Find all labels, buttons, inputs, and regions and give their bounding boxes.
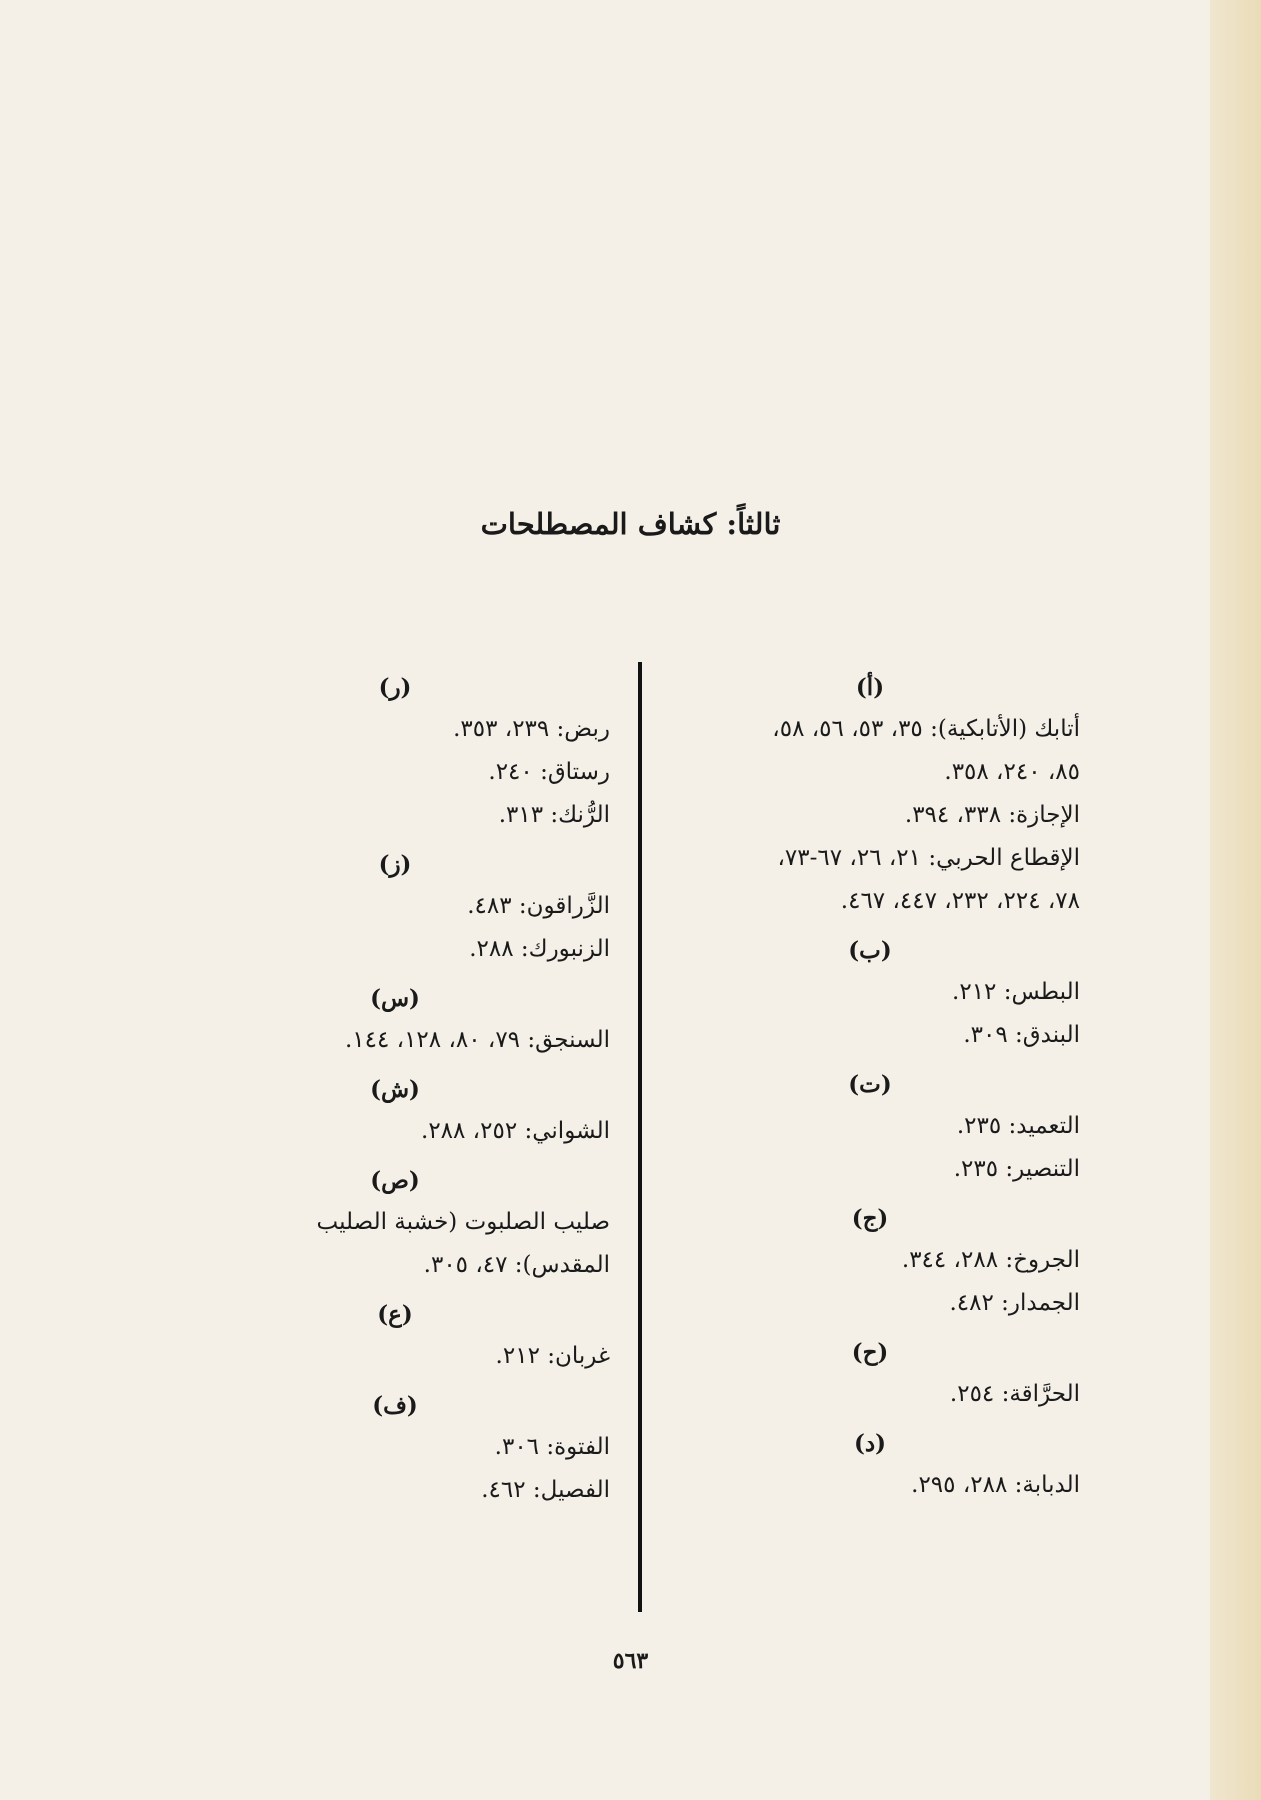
index-entry: الفتوة: ٣٠٦. <box>494 1434 610 1460</box>
section-letter-sin: (س) <box>370 985 420 1012</box>
column-divider <box>638 662 642 1612</box>
index-entry: الفصيل: ٤٦٢. <box>481 1477 610 1503</box>
index-entry: الشواني: ٢٥٢، ٢٨٨. <box>421 1118 610 1144</box>
page-number: ٥٦٣ <box>612 1648 649 1674</box>
section-letter-sad: (ص) <box>370 1167 420 1194</box>
index-entry: الإجازة: ٣٣٨، ٣٩٤. <box>904 802 1080 828</box>
section-letter-ayn: (ع) <box>377 1301 413 1328</box>
section-letter-shin: (ش) <box>370 1076 420 1103</box>
section-letter-zay: (ز) <box>378 851 412 878</box>
section-letter-ba: (ب) <box>848 937 892 964</box>
index-entry: التعميد: ٢٣٥. <box>956 1113 1080 1139</box>
section-letter-ha: (ح) <box>851 1339 889 1366</box>
index-column-right <box>660 660 1080 1507</box>
index-entry: ٧٨، ٢٢٤، ٢٣٢، ٤٤٧، ٤٦٧. <box>840 888 1080 914</box>
index-entry: الجروخ: ٢٨٨، ٣٤٤. <box>901 1247 1080 1273</box>
index-entry: صليب الصلبوت (خشبة الصليب <box>316 1209 610 1235</box>
index-entry: البندق: ٣٠٩. <box>963 1022 1080 1048</box>
section-letter-fa: (ف) <box>372 1392 418 1419</box>
index-entry: الحرَّاقة: ٢٥٤. <box>949 1381 1080 1407</box>
index-entry: ٨٥، ٢٤٠، ٣٥٨. <box>944 759 1080 785</box>
section-letter-ra: (ر) <box>378 674 412 701</box>
index-entry: البطس: ٢١٢. <box>952 979 1080 1005</box>
index-entry: التنصير: ٢٣٥. <box>953 1156 1080 1182</box>
index-entry: الزَّراقون: ٤٨٣. <box>467 893 610 919</box>
index-entry: الدبابة: ٢٨٨، ٢٩٥. <box>911 1472 1080 1498</box>
page-title: ثالثاً: كشاف المصطلحات <box>480 507 781 541</box>
index-entry: أتابك (الأتابكية): ٣٥، ٥٣، ٥٦، ٥٨، <box>772 716 1080 742</box>
section-letter-dal: (د) <box>853 1430 886 1457</box>
index-entry: غربان: ٢١٢. <box>495 1343 610 1369</box>
index-entry: الإقطاع الحربي: ٢١، ٢٦، ٦٧-٧٣، <box>777 845 1080 871</box>
section-letter-alef: (أ) <box>855 674 885 701</box>
index-entry: الجمدار: ٤٨٢. <box>949 1290 1080 1316</box>
index-entry: السنجق: ٧٩، ٨٠، ١٢٨، ١٤٤. <box>344 1027 610 1053</box>
index-entry: الرُّنك: ٣١٣. <box>498 802 610 828</box>
page-edge <box>1210 0 1261 1800</box>
index-entry: رستاق: ٢٤٠. <box>488 759 610 785</box>
index-column-left <box>180 660 610 1512</box>
index-entry: المقدس): ٤٧، ٣٠٥. <box>423 1252 610 1278</box>
section-letter-ta: (ت) <box>848 1071 892 1098</box>
index-entry: الزنبورك: ٢٨٨. <box>469 936 610 962</box>
section-letter-jim: (ج) <box>851 1205 889 1232</box>
index-entry: ربض: ٢٣٩، ٣٥٣. <box>453 716 610 742</box>
